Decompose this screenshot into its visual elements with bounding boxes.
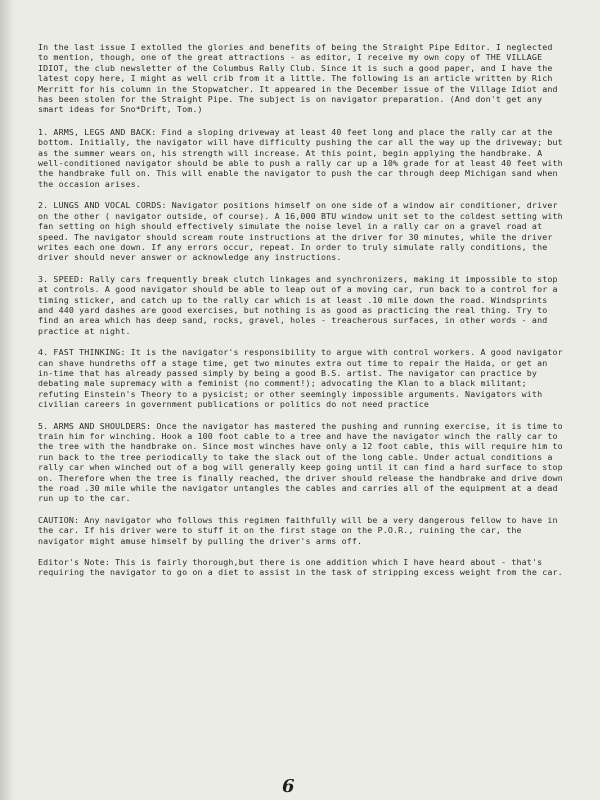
intro-paragraph: In the last issue I extolled the glories and benefits of being the Straight Pipe Editor. I neglected to mention, though, one of the great attractions - as editor, I receive my own copy of THE VILLAGE IDIOT, the club newsletter of the Columbus Rally Club. Since it is such a good paper, and I have the latest copy here, I might as well crib from it a little. The following is an article written by Rich Merritt for his column in the Stopwatcher. It appeared in the December issue of the Village Idiot and has been stolen for the Straight Pipe. The subject is on navigator preparation. (And don't get any smart ideas for Sno*Drift, Tom.)	[38, 42, 558, 115]
editors-note-paragraph: Editor's Note: This is fairly thorough,but there is one addition which I have heard about - that's requiring the navigator to go on a diet to assist in the task of stripping excess weight from the car.	[38, 557, 563, 578]
section-arms-legs-back: 1. ARMS, LEGS AND BACK: Find a sloping driveway at least 40 feet long and place the rally car at the bottom. Initially, the navigator will have difficulty pushing the car all the way up the driveway; but as the summer wears on, his strength will increase. At this point, begin applying the handbrake. A well-conditioned navigator should be able to push a rally car up a 10% grade for at least 40 feet with the handbrake full on. This will enable the navigator to push the car through deep Michigan sand when the occasion arises.	[38, 126, 563, 189]
section-arms-shoulders: 5. ARMS AND SHOULDERS: Once the navigator has mastered the pushing and running exercise, it is time to train him for winching. Hook a 100 foot cable to a tree and have the navigator winch the rally car to the tree with the handbrake on. Since most winches have only a 12 foot cable, this will require him to run back to the tree periodically to take the slack out of the long cable. Under actual conditions a rally car when winched out of a bog will generally keep going until it can find a hard surface to stop on. Therefore when the tree is finally reached, the driver should release the handbrake and drive down the road .30 mile while the navigator untangles the cables and carries all of the equipment at a dead run up to the car.	[38, 420, 563, 504]
section-fast-thinking: 4. FAST THINKING: It is the navigator's responsibility to argue with control workers. A good navigator can shave hundreths off a stage time, get two minutes extra out time to repair the Haida, or get an in-time that has already passed simply by being a good B.S. artist. The navigator can practice by debating male supremacy with a feminist (no comment!); advocating the Klan to a black militant; refuting Einstein's Theory to a pysicist; or other seemingly impossible arguments. Navigators with civilian careers in government publications or politics do not need practice	[38, 347, 563, 410]
page-number: 6	[282, 776, 295, 797]
caution-paragraph: CAUTION: Any navigator who follows this regimen faithfully will be a very dangerous fellow to have in the car. If his driver were to stuff it on the first stage on the P.O.R., ruining the car, the navigator might amuse himself by pulling the driver's arms off.	[38, 514, 558, 546]
section-lungs-vocal-cords: 2. LUNGS AND VOCAL CORDS: Navigator positions himself on one side of a window air conditioner, driver on the other ( navigator outside, of course). A 16,000 BTU window unit set to the coldest setting with fan setting on high should effectively simulate the noise level in a rally car on a gravel road at speed. The navigator should scream route instructions at the driver for 30 minutes, while the driver writes each one down. If any errors occur, repeat. In order to truly simulate rally conditions, the driver should never answer or acknowledge any instructions.	[38, 200, 563, 263]
section-speed: 3. SPEED: Rally cars frequently break clutch linkages and synchronizers, making it impossible to stop at controls. A good navigator should be able to leap out of a moving car, run back to a control for a timing sticker, and catch up to the rally car which is at least .10 mile down the road. Windsprints and 440 yard dashes are good exercises, but nothing is as good as practicing the real thing. Try to find an area which has deep sand, rocks, gravel, holes - treacherous surfaces, in other words - and practice at night.	[38, 273, 558, 336]
